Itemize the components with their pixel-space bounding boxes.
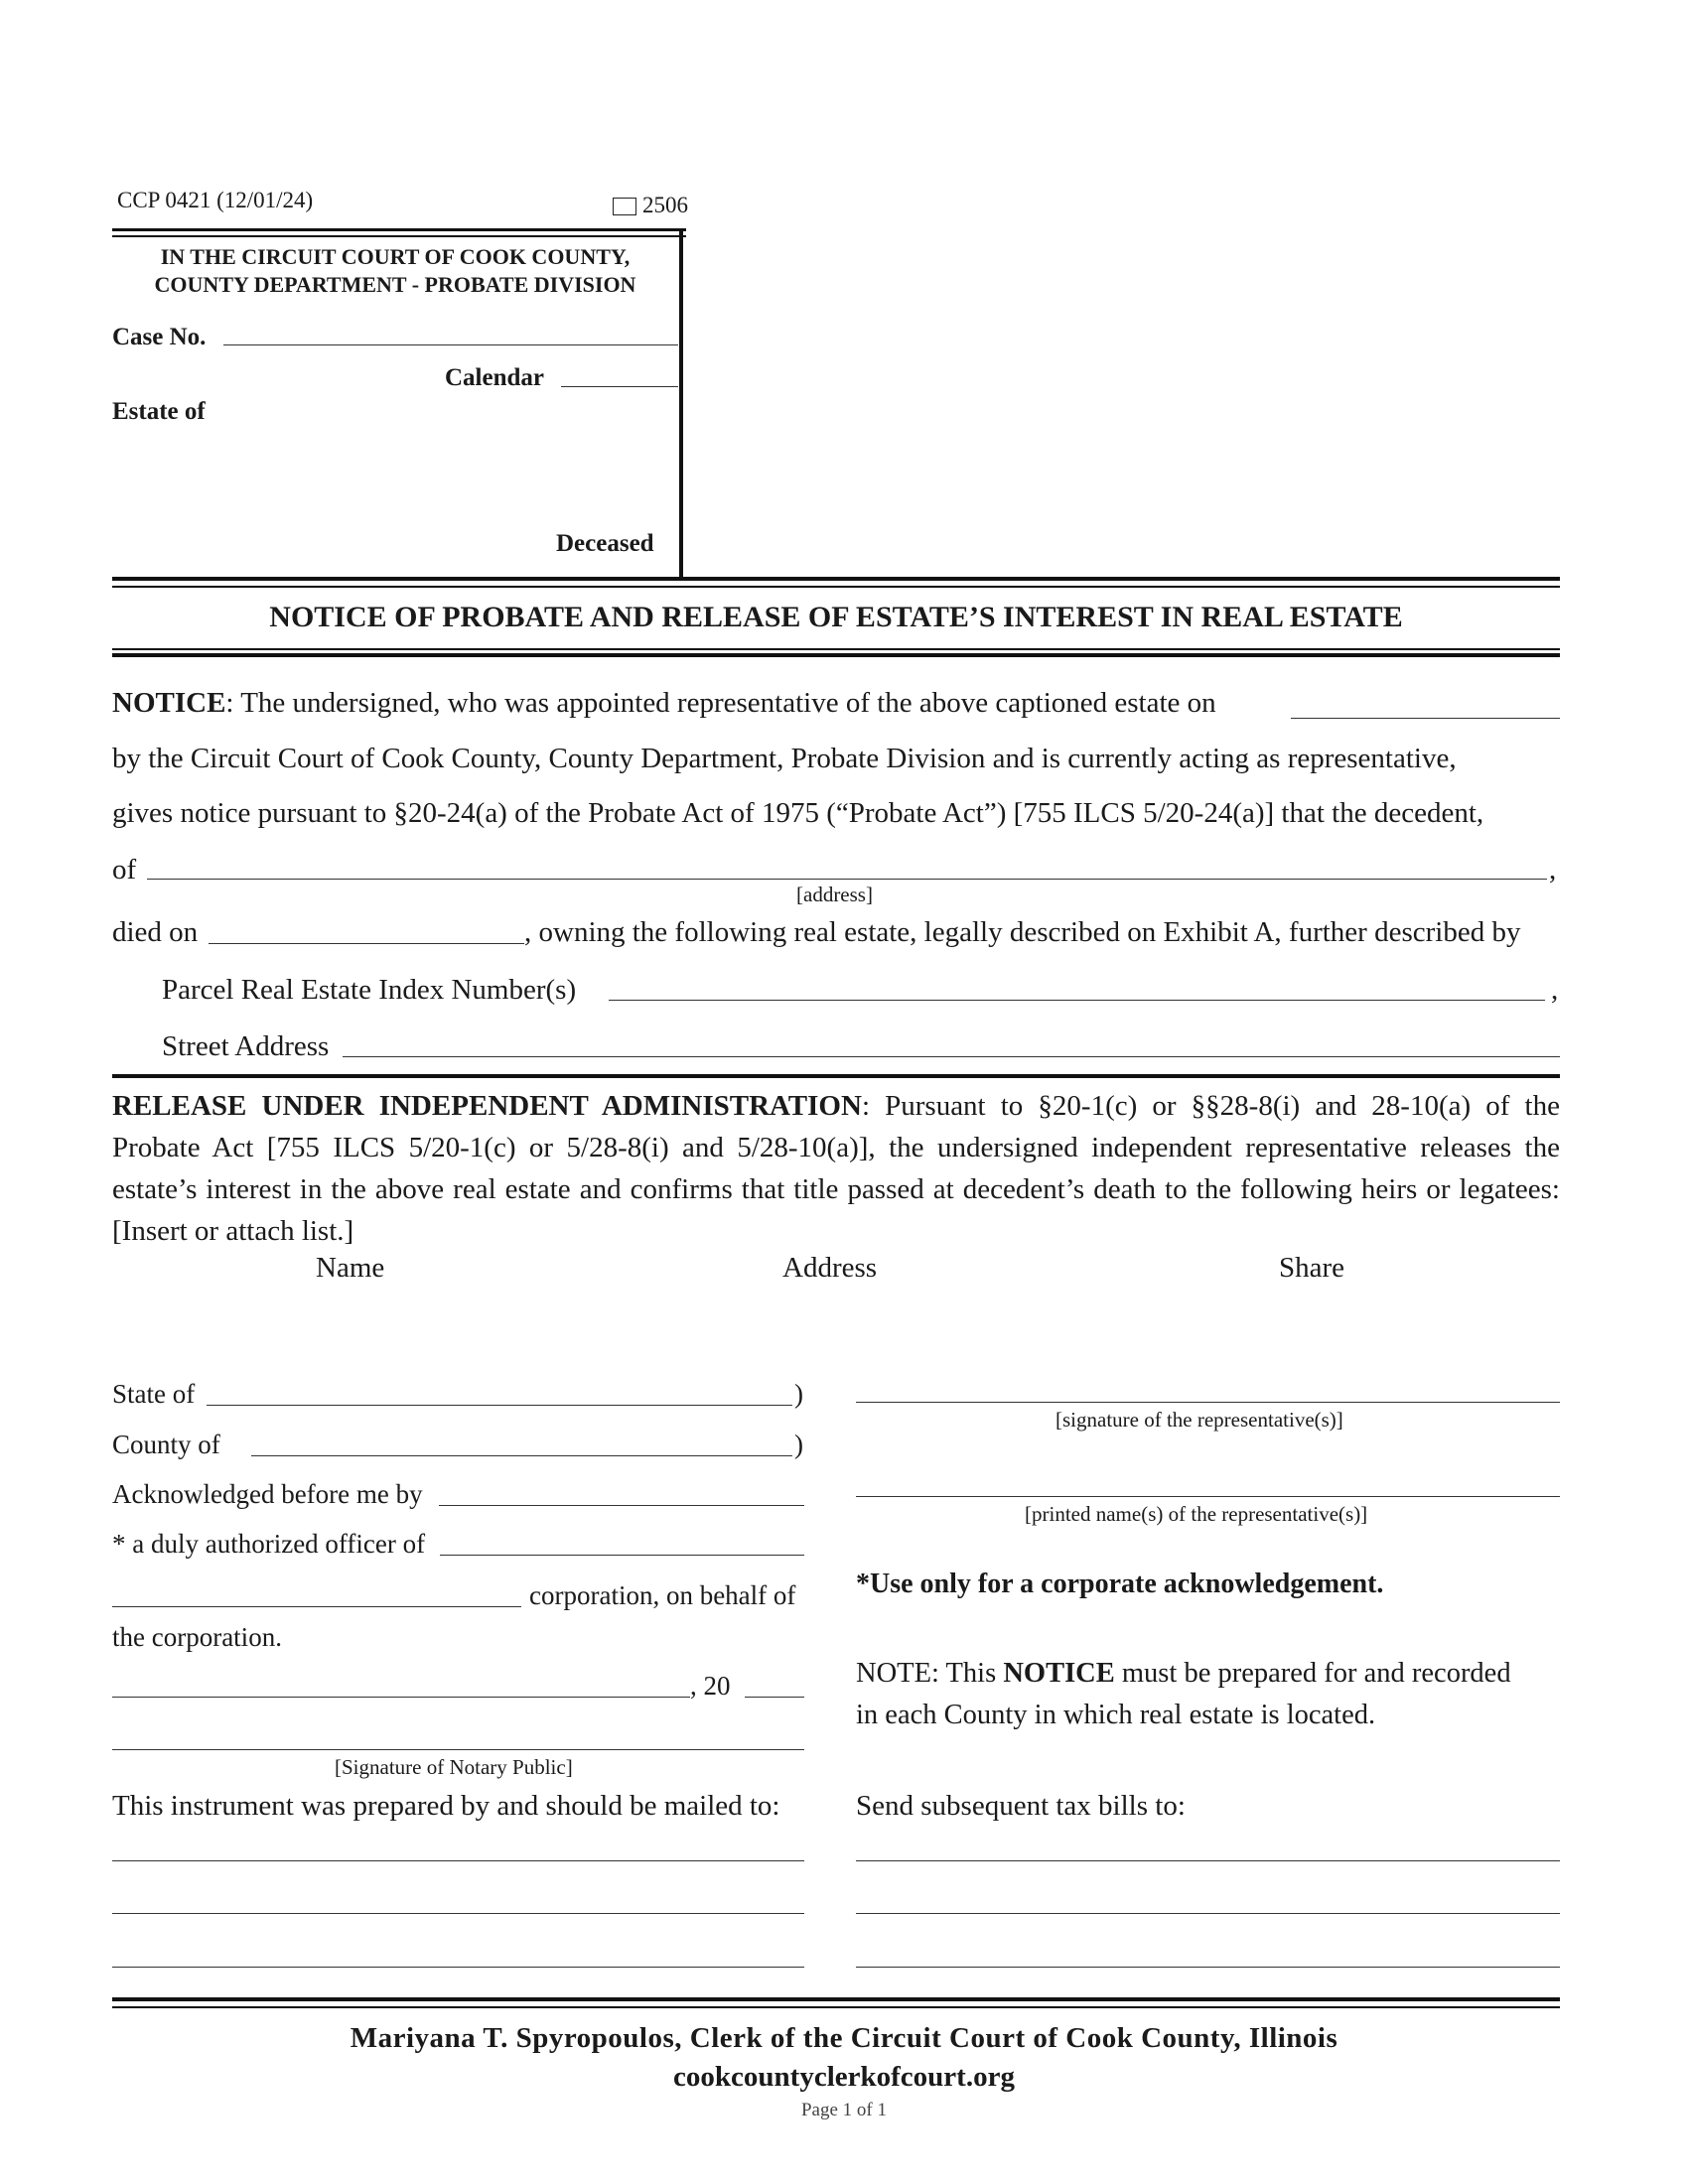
notice-line-2: by the Circuit Court of Cook County, County Department, Probate Division and is currently acting as representative, xyxy=(112,743,1457,774)
of-label: of xyxy=(112,854,137,886)
state-of-field[interactable] xyxy=(207,1405,792,1406)
caption-top-rule-inner xyxy=(112,235,686,237)
county-of-label: County of xyxy=(112,1430,220,1459)
notary-signature-hint: [Signature of Notary Public] xyxy=(335,1755,573,1779)
clerk-name: Mariyana T. Spyropoulos, Clerk of the Circuit Court of Cook County, Illinois xyxy=(350,2022,1338,2054)
estate-of-label: Estate of xyxy=(112,398,206,425)
note-label: NOTE: xyxy=(856,1658,939,1689)
acknowledged-by-label: Acknowledged before me by xyxy=(112,1479,423,1509)
parcel-comma: , xyxy=(1551,974,1559,1006)
case-no-field[interactable] xyxy=(223,344,678,345)
tax-bills-line-2[interactable] xyxy=(856,1913,1560,1914)
release-text: : Pursuant to §20-1(c) or §§28-8(i) and 28-10(a) of the Probate Act [755 ILCS 5/20-1(c) or 5/28-8(i) and 5/28-10(a)], the undersigned independent representative releases the estate’s interest in the above real estate and confirms that title passed at decedent’s death to the following heirs or legatees: [Insert or attach list.] xyxy=(112,1090,1560,1247)
corporation-name-field[interactable] xyxy=(112,1606,521,1607)
prepared-by-label: This instrument was prepared by and should be mailed to: xyxy=(112,1790,780,1822)
appointment-date-field[interactable] xyxy=(1291,718,1560,719)
state-of-label: State of xyxy=(112,1379,196,1409)
prepared-by-line-3[interactable] xyxy=(112,1967,804,1968)
year-prefix: , 20 xyxy=(690,1671,731,1701)
parcel-label: Parcel Real Estate Index Number(s) xyxy=(162,974,577,1006)
release-heading: RELEASE UNDER INDEPENDENT ADMINISTRATION xyxy=(112,1090,862,1122)
notice-text-1: : The undersigned, who was appointed representative of the above captioned estate on xyxy=(225,687,1216,719)
release-top-rule xyxy=(112,1074,1560,1078)
footer-rule-outer xyxy=(112,1997,1560,2001)
calendar-field[interactable] xyxy=(561,386,678,387)
year-field[interactable] xyxy=(745,1697,804,1698)
tax-bills-line-1[interactable] xyxy=(856,1860,1560,1861)
died-on-rest: , owning the following real estate, legally described on Exhibit A, further described by xyxy=(524,916,1521,948)
document-title: NOTICE OF PROBATE AND RELEASE OF ESTATE’S INTEREST IN REAL ESTATE xyxy=(269,601,1403,633)
note-text-2: must be prepared for and recorded xyxy=(1114,1658,1511,1689)
footer-rule-inner xyxy=(112,2006,1560,2008)
caption-top-rule-outer xyxy=(112,228,686,231)
parcel-number-field[interactable] xyxy=(609,1000,1545,1001)
decedent-address-field[interactable] xyxy=(147,879,1547,880)
died-on-label: died on xyxy=(112,916,199,948)
tax-bills-label: Send subsequent tax bills to: xyxy=(856,1790,1186,1822)
county-paren: ) xyxy=(794,1430,803,1459)
caption-right-rule xyxy=(679,228,683,578)
clerk-website[interactable]: cookcountyclerkofcourt.org xyxy=(673,2061,1015,2093)
the-corporation-label: the corporation. xyxy=(112,1622,282,1652)
title-bottom-rule-inner xyxy=(112,648,1560,650)
address-comma: , xyxy=(1549,854,1557,886)
case-no-label: Case No. xyxy=(112,324,207,350)
heirs-list-area[interactable] xyxy=(112,1291,1560,1360)
deceased-label: Deceased xyxy=(556,530,654,557)
calendar-label: Calendar xyxy=(445,364,544,391)
prepared-by-line-1[interactable] xyxy=(112,1860,804,1861)
estate-name-field[interactable] xyxy=(112,437,668,526)
prepared-by-line-2[interactable] xyxy=(112,1913,804,1914)
tax-bills-line-3[interactable] xyxy=(856,1967,1560,1968)
recording-note-line-1 xyxy=(856,1660,1511,1689)
street-address-label: Street Address xyxy=(162,1030,330,1062)
court-line-1: IN THE CIRCUIT COURT OF COOK COUNTY, xyxy=(160,244,631,269)
title-top-rule-inner xyxy=(112,586,1560,588)
column-address: Address xyxy=(782,1252,878,1284)
court-name xyxy=(112,243,678,298)
state-paren: ) xyxy=(794,1379,803,1409)
acknowledged-by-field[interactable] xyxy=(439,1505,804,1506)
column-share: Share xyxy=(1279,1252,1345,1284)
acknowledgement-date-field[interactable] xyxy=(112,1697,690,1698)
note-text-1: This xyxy=(938,1658,1004,1689)
street-address-field[interactable] xyxy=(343,1056,1560,1057)
recording-note-line-2: in each County in which real estate is located. xyxy=(856,1700,1376,1730)
form-code: CCP 0421 (12/01/24) xyxy=(117,188,314,212)
form-number-checkbox[interactable] xyxy=(613,198,636,215)
notice-heading: NOTICE xyxy=(112,687,226,719)
column-name: Name xyxy=(316,1252,385,1284)
officer-of-field[interactable] xyxy=(440,1555,804,1556)
death-date-field[interactable] xyxy=(209,943,524,944)
corporate-ack-note: *Use only for a corporate acknowledgement. xyxy=(856,1569,1384,1599)
notice-line-3: gives notice pursuant to §20-24(a) of the Probate Act of 1975 (“Probate Act”) [755 ILCS 5/20-24(a)] that the decedent, xyxy=(112,797,1484,829)
notary-signature-field[interactable] xyxy=(112,1749,804,1750)
representative-signature-hint: [signature of the representative(s)] xyxy=(1055,1408,1343,1432)
note-notice-word: NOTICE xyxy=(1003,1658,1115,1689)
representative-name-hint: [printed name(s) of the representative(s)] xyxy=(1025,1502,1368,1526)
officer-label: * a duly authorized officer of xyxy=(112,1529,426,1559)
release-paragraph xyxy=(112,1085,1560,1252)
title-bottom-rule-outer xyxy=(112,653,1560,657)
corporation-behalf-label: corporation, on behalf of xyxy=(529,1580,796,1610)
representative-name-field[interactable] xyxy=(856,1496,1560,1497)
court-line-2: COUNTY DEPARTMENT - PROBATE DIVISION xyxy=(154,271,636,297)
representative-signature-field[interactable] xyxy=(856,1402,1560,1403)
form-number: 2506 xyxy=(642,193,688,217)
title-top-rule-outer xyxy=(112,577,1560,581)
notice-line-1 xyxy=(112,689,1216,718)
county-of-field[interactable] xyxy=(251,1455,792,1456)
address-hint: [address] xyxy=(796,883,873,906)
page-number: Page 1 of 1 xyxy=(800,2100,887,2120)
